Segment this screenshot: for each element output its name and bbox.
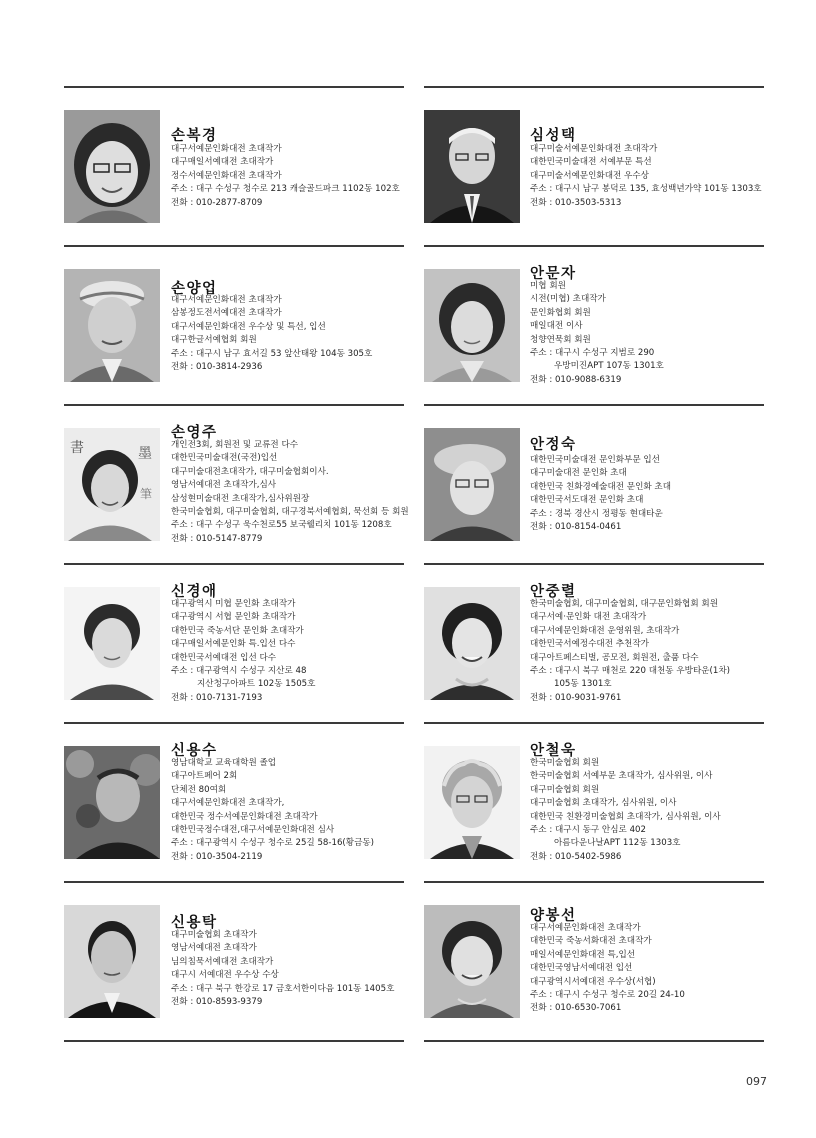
artist-name: 신경애 bbox=[171, 584, 218, 600]
phone-line: 전화 : 010-7131-7193 bbox=[171, 692, 263, 703]
artist-details bbox=[171, 929, 394, 1009]
detail-line: 대구한글서예협회 회원 bbox=[171, 335, 257, 346]
detail-line: 대한민국서도대전 문인화 초대 bbox=[530, 495, 644, 506]
artist-name: 안중렬 bbox=[530, 584, 577, 600]
svg-text:墨: 墨 bbox=[138, 446, 152, 462]
divider bbox=[64, 881, 404, 883]
detail-line: 대구미술서예문인화대전 우수상 bbox=[530, 170, 649, 181]
svg-text:書: 書 bbox=[70, 440, 84, 456]
detail-line: 영남서예대전 초대작가,심사 bbox=[171, 480, 277, 491]
portrait-photo bbox=[424, 905, 520, 1018]
detail-line: 대구시 서예대전 우수상 수상 bbox=[171, 970, 279, 981]
detail-line: 대한민국 친환경미술협회 초대작가, 심사위원, 이사 bbox=[530, 811, 721, 822]
detail-line: 한국미술협회 서예부문 초대작가, 심사위원, 이사 bbox=[530, 771, 713, 782]
detail-line: 대구서예문인화대전 초대작가 bbox=[171, 144, 282, 154]
artist-name: 손영주 bbox=[171, 425, 218, 441]
detail-line: 대한민국미술대전 문인화부문 입선 bbox=[530, 455, 660, 465]
address-line: 주소 : 대구광역시 수성구 청수로 25길 58-16(황금동) bbox=[171, 838, 375, 849]
artist-details bbox=[530, 922, 685, 1016]
phone-line: 전화 : 010-5402-5986 bbox=[530, 851, 622, 862]
artist-details bbox=[171, 439, 409, 546]
address-line: 우방미진APT 107동 1301호 bbox=[554, 361, 664, 372]
detail-line: 삼성현미술대전 초대작가,심사위원장 bbox=[171, 493, 310, 504]
detail-line: 대구서예문인화대전 운영위원, 초대작가 bbox=[530, 625, 680, 636]
divider bbox=[64, 86, 404, 88]
detail-line: 대한민국 친화경예술대전 문인화 초대 bbox=[530, 481, 672, 492]
artist-details bbox=[530, 280, 664, 387]
portrait-photo bbox=[64, 428, 160, 541]
artist-name: 안정숙 bbox=[530, 437, 577, 453]
phone-line: 전화 : 010-9088-6319 bbox=[530, 374, 622, 385]
address-line: 주소 : 대구시 동구 안심로 402 bbox=[530, 825, 646, 836]
artist-name: 손양업 bbox=[171, 281, 218, 297]
detail-line: 문인화협회 회원 bbox=[530, 307, 591, 318]
detail-line: 대구미술협회 회원 bbox=[530, 784, 600, 795]
detail-line: 대구아트페스티벌, 공모전, 회원전, 출품 다수 bbox=[530, 652, 699, 663]
portrait-photo bbox=[64, 269, 160, 382]
portrait-photo bbox=[64, 905, 160, 1018]
address-line: 주소 : 대구시 수성구 지범로 290 bbox=[530, 348, 655, 359]
artist-name: 손복경 bbox=[171, 128, 218, 144]
address-line: 주소 : 대구시 북구 매천로 220 대천동 우방타운(1차) bbox=[530, 666, 731, 677]
divider bbox=[424, 404, 764, 406]
detail-line: 대한민국서예대전 입선 다수 bbox=[171, 652, 277, 663]
artist-name: 양봉선 bbox=[530, 908, 577, 924]
address-line: 주소 : 대구 수성구 청수로 213 캐슬골드파크 1102동 102호 bbox=[171, 184, 400, 195]
detail-line: 대구매일서예문인화 특.입선 다수 bbox=[171, 639, 296, 650]
artist-details bbox=[530, 454, 671, 534]
divider bbox=[424, 881, 764, 883]
detail-line: 매일서예문인화대전 특,입선 bbox=[530, 949, 636, 960]
detail-line: 대한민국정수대전,대구서예문인화대전 심사 bbox=[171, 825, 335, 836]
phone-line: 전화 : 010-3503-5313 bbox=[530, 197, 622, 208]
detail-line: 대한민국서예정수대전 추천작가 bbox=[530, 639, 649, 650]
portrait-photo bbox=[424, 428, 520, 541]
divider bbox=[424, 722, 764, 724]
artist-details bbox=[530, 598, 730, 705]
artist-details bbox=[171, 598, 315, 705]
detail-line: 대구미술대전 문인화 초대 bbox=[530, 468, 627, 479]
divider bbox=[424, 86, 764, 88]
address-line: 주소 : 대구시 수성구 청수로 20길 24-10 bbox=[530, 990, 685, 1001]
phone-line: 전화 : 010-9031-9761 bbox=[530, 692, 622, 703]
artist-details bbox=[171, 143, 400, 210]
detail-line: 대구미술서예문인화대전 초대작가 bbox=[530, 144, 658, 154]
portrait-photo bbox=[424, 587, 520, 700]
detail-line: 대구광역시 미협 문인화 초대작가 bbox=[171, 599, 296, 609]
detail-line: 한국미술협회, 대구미술협회, 대구경북서예협회, 묵선회 등 회원 bbox=[171, 507, 409, 518]
phone-line: 전화 : 010-8154-0461 bbox=[530, 522, 622, 533]
detail-line: 대구아트페어 2회 bbox=[171, 771, 238, 782]
divider bbox=[64, 1040, 404, 1042]
detail-line: 미협 회원 bbox=[530, 281, 566, 291]
detail-line: 대구서예문인화대전 초대작가, bbox=[171, 798, 285, 809]
artist-details bbox=[171, 757, 374, 864]
detail-line: 대구미술대전초대작가, 대구미술협회이사. bbox=[171, 466, 329, 477]
address-line: 주소 : 대구광역시 수성구 지산로 48 bbox=[171, 666, 307, 677]
phone-line: 전화 : 010-6530-7061 bbox=[530, 1003, 622, 1014]
artist-details bbox=[171, 294, 372, 374]
portrait-photo bbox=[424, 746, 520, 859]
detail-line: 대한민국 죽농서단 문인화 초대작가 bbox=[171, 625, 304, 636]
detail-line: 영남서예대전 초대작가 bbox=[171, 943, 257, 954]
phone-line: 전화 : 010-5147-8779 bbox=[171, 533, 263, 544]
portrait-photo bbox=[64, 110, 160, 223]
divider bbox=[64, 722, 404, 724]
detail-line: 대한민국 죽농서화대전 초대작가 bbox=[530, 936, 652, 947]
address-line: 주소 : 대구시 남구 효서길 53 앞산태왕 104동 305호 bbox=[171, 348, 373, 359]
portrait-photo bbox=[64, 587, 160, 700]
portrait-photo bbox=[424, 269, 520, 382]
phone-line: 전화 : 010-2877-8709 bbox=[171, 197, 263, 208]
detail-line: 한국미술협회, 대구미술협회, 대구문인화협회 회원 bbox=[530, 599, 718, 609]
address-line: 주소 : 대구시 남구 봉덕로 135, 효성백년가약 101동 1303호 bbox=[530, 184, 762, 195]
detail-line: 매일대전 이사 bbox=[530, 321, 583, 332]
detail-line: 개인전3회, 회원전 및 교류전 다수 bbox=[171, 440, 299, 450]
address-line: 주소 : 경북 경산시 정평동 현대타운 bbox=[530, 508, 663, 519]
detail-line: 정수서예문인화대전 초대작가 bbox=[171, 170, 282, 181]
divider bbox=[64, 404, 404, 406]
divider bbox=[424, 1040, 764, 1042]
artist-details bbox=[530, 757, 721, 864]
address-line: 지산청구아파트 102동 1505호 bbox=[197, 679, 316, 690]
detail-line: 대한민국 정수서예문인화대전 초대작가 bbox=[171, 811, 318, 822]
detail-line: 님의침묵서예대전 초대작가 bbox=[171, 956, 274, 967]
detail-line: 한국미술협회 회원 bbox=[530, 758, 600, 768]
detail-line: 삼봉정도전서예대전 초대작가 bbox=[171, 308, 282, 319]
phone-line: 전화 : 010-8593-9379 bbox=[171, 997, 263, 1008]
artist-name: 안철욱 bbox=[530, 743, 577, 759]
divider bbox=[424, 245, 764, 247]
detail-line: 영남대학교 교육대학원 졸업 bbox=[171, 758, 277, 768]
address-line: 주소 : 대구 수성구 욱수천로55 보국웰리치 101동 1208호 bbox=[171, 520, 392, 531]
address-line: 아름다운나날APT 112동 1303호 bbox=[554, 838, 681, 849]
divider bbox=[64, 563, 404, 565]
svg-text:筆: 筆 bbox=[140, 487, 153, 501]
detail-line: 대구매일서예대전 초대작가 bbox=[171, 157, 274, 168]
artist-details bbox=[530, 143, 762, 210]
phone-line: 전화 : 010-3504-2119 bbox=[171, 851, 263, 862]
detail-line: 대구서예문인화대전 초대작가 bbox=[530, 923, 641, 933]
address-line: 105동 1301호 bbox=[554, 679, 612, 690]
detail-line: 대한민국영남서예대전 입선 bbox=[530, 963, 633, 974]
detail-line: 시전(미협) 초대작가 bbox=[530, 294, 606, 305]
artist-name: 심성택 bbox=[530, 128, 577, 144]
divider bbox=[64, 245, 404, 247]
detail-line: 청향연묵회 회원 bbox=[530, 334, 591, 345]
detail-line: 대구서예문인화대전 초대작가 bbox=[171, 295, 282, 305]
detail-line: 대구광역시 서협 문인화 초대작가 bbox=[171, 612, 296, 623]
detail-line: 대한민국미술대전 서예부문 특선 bbox=[530, 157, 652, 168]
detail-line: 대한민국미술대전(국전)입선 bbox=[171, 453, 278, 464]
detail-line: 대구광역시서예대전 우수상(서협) bbox=[530, 976, 656, 987]
phone-line: 전화 : 010-3814-2936 bbox=[171, 362, 263, 373]
divider bbox=[424, 563, 764, 565]
detail-line: 대구미술협회 초대작가 bbox=[171, 930, 257, 940]
artist-name: 신용탁 bbox=[171, 915, 218, 931]
artist-name: 안문자 bbox=[530, 266, 577, 282]
portrait-photo bbox=[424, 110, 520, 223]
artist-name: 신용수 bbox=[171, 743, 218, 759]
detail-line: 단체전 80여회 bbox=[171, 784, 227, 795]
detail-line: 대구서예·문인화 대전 초대작가 bbox=[530, 612, 647, 623]
page-number: 097 bbox=[746, 1075, 767, 1088]
address-line: 주소 : 대구 북구 한강로 17 금호서한이다음 101동 1405호 bbox=[171, 983, 395, 994]
portrait-photo bbox=[64, 746, 160, 859]
detail-line: 대구미술협회 초대작가, 심사위원, 이사 bbox=[530, 798, 677, 809]
detail-line: 대구서예문인화대전 우수상 및 특선, 입선 bbox=[171, 321, 326, 332]
